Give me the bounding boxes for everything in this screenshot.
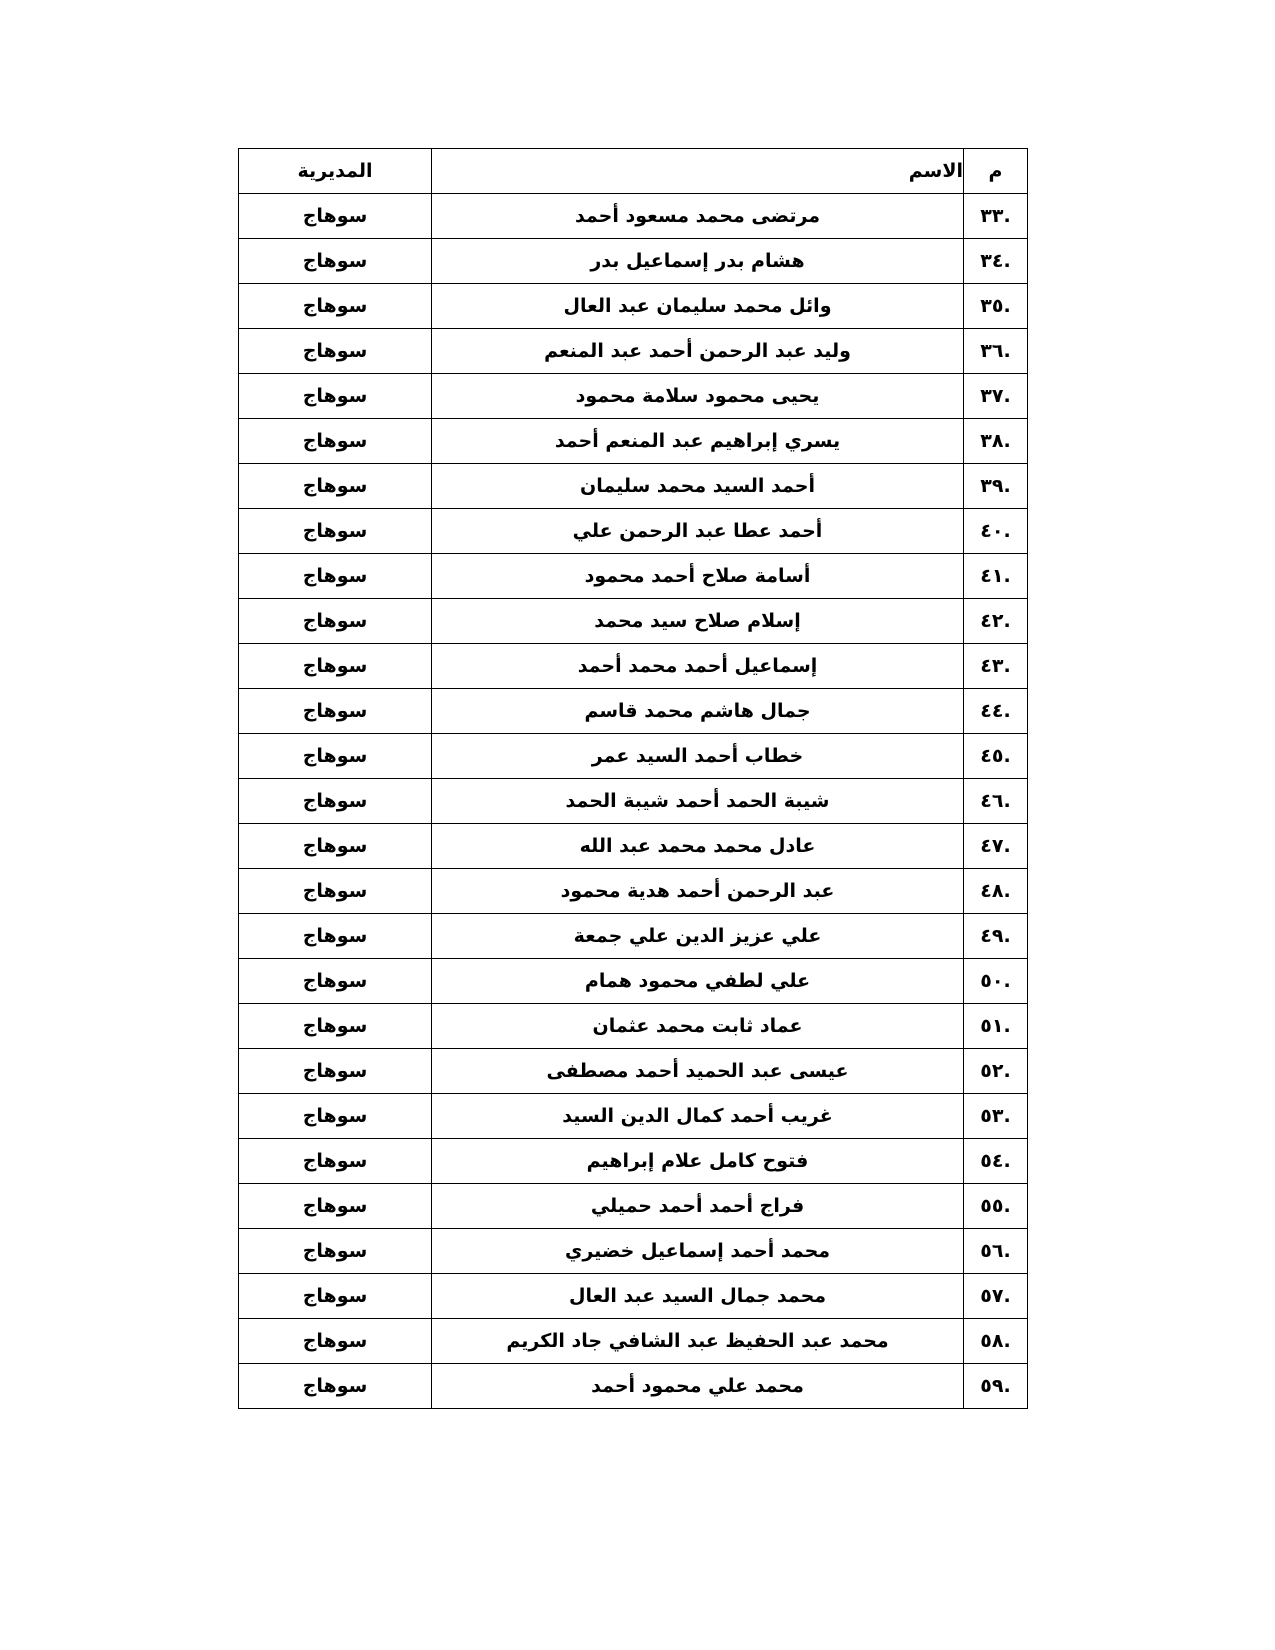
row-number: .٣٩ <box>964 464 1028 509</box>
table-row <box>239 824 1028 869</box>
row-name: جمال هاشم محمد قاسم <box>432 689 964 734</box>
table-row <box>239 1139 1028 1184</box>
row-number: .٤٥ <box>964 734 1028 779</box>
table-row <box>239 1319 1028 1364</box>
row-name: غريب أحمد كمال الدين السيد <box>432 1094 964 1139</box>
row-directorate: سوهاج <box>239 194 432 239</box>
row-directorate: سوهاج <box>239 824 432 869</box>
row-number: .٥٩ <box>964 1364 1028 1409</box>
row-name: أحمد السيد محمد سليمان <box>432 464 964 509</box>
table-row <box>239 1094 1028 1139</box>
header-name: الاسم <box>432 149 964 194</box>
row-number: .٣٧ <box>964 374 1028 419</box>
row-directorate: سوهاج <box>239 1274 432 1319</box>
row-directorate: سوهاج <box>239 1094 432 1139</box>
row-number: .٤١ <box>964 554 1028 599</box>
row-number: .٤٨ <box>964 869 1028 914</box>
row-number: .٥٢ <box>964 1049 1028 1094</box>
row-directorate: سوهاج <box>239 1364 432 1409</box>
row-number: .٤٧ <box>964 824 1028 869</box>
row-name: خطاب أحمد السيد عمر <box>432 734 964 779</box>
row-number: .٤٤ <box>964 689 1028 734</box>
row-name: محمد أحمد إسماعيل خضيري <box>432 1229 964 1274</box>
table-row <box>239 779 1028 824</box>
row-name: محمد علي محمود أحمد <box>432 1364 964 1409</box>
row-name: عيسى عبد الحميد أحمد مصطفى <box>432 1049 964 1094</box>
row-number: .٤٣ <box>964 644 1028 689</box>
row-name: مرتضى محمد مسعود أحمد <box>432 194 964 239</box>
table-row <box>239 959 1028 1004</box>
table-row <box>239 284 1028 329</box>
row-directorate: سوهاج <box>239 239 432 284</box>
row-number: .٥٣ <box>964 1094 1028 1139</box>
table-row <box>239 1229 1028 1274</box>
row-number: .٥٦ <box>964 1229 1028 1274</box>
row-directorate: سوهاج <box>239 554 432 599</box>
table-row <box>239 1184 1028 1229</box>
table-row <box>239 599 1028 644</box>
row-name: علي لطفي محمود همام <box>432 959 964 1004</box>
row-directorate: سوهاج <box>239 1184 432 1229</box>
row-number: .٣٨ <box>964 419 1028 464</box>
row-name: وليد عبد الرحمن أحمد عبد المنعم <box>432 329 964 374</box>
row-number: .٥١ <box>964 1004 1028 1049</box>
row-directorate: سوهاج <box>239 869 432 914</box>
table-row <box>239 689 1028 734</box>
row-name: شيبة الحمد أحمد شيبة الحمد <box>432 779 964 824</box>
header-number: م <box>964 149 1028 194</box>
row-directorate: سوهاج <box>239 464 432 509</box>
row-directorate: سوهاج <box>239 419 432 464</box>
row-directorate: سوهاج <box>239 734 432 779</box>
table-row <box>239 914 1028 959</box>
header-directorate: المديرية <box>239 149 432 194</box>
row-name: محمد عبد الحفيظ عبد الشافي جاد الكريم <box>432 1319 964 1364</box>
table-row <box>239 1364 1028 1409</box>
table-row <box>239 554 1028 599</box>
table-row <box>239 1274 1028 1319</box>
table-row <box>239 374 1028 419</box>
table-row <box>239 329 1028 374</box>
row-number: .٣٥ <box>964 284 1028 329</box>
table-row <box>239 1004 1028 1049</box>
row-name: فتوح كامل علام إبراهيم <box>432 1139 964 1184</box>
table-row <box>239 239 1028 284</box>
table-header-row <box>239 149 1028 194</box>
row-directorate: سوهاج <box>239 1139 432 1184</box>
row-directorate: سوهاج <box>239 374 432 419</box>
row-name: أحمد عطا عبد الرحمن علي <box>432 509 964 554</box>
row-directorate: سوهاج <box>239 1229 432 1274</box>
row-number: .٤٠ <box>964 509 1028 554</box>
row-number: .٥٥ <box>964 1184 1028 1229</box>
table-row <box>239 194 1028 239</box>
table-row <box>239 419 1028 464</box>
row-number: .٥٤ <box>964 1139 1028 1184</box>
row-directorate: سوهاج <box>239 1004 432 1049</box>
table-row <box>239 464 1028 509</box>
row-number: .٣٦ <box>964 329 1028 374</box>
row-directorate: سوهاج <box>239 689 432 734</box>
row-name: عماد ثابت محمد عثمان <box>432 1004 964 1049</box>
row-name: يسري إبراهيم عبد المنعم أحمد <box>432 419 964 464</box>
row-name: علي عزيز الدين علي جمعة <box>432 914 964 959</box>
row-name: إسماعيل أحمد محمد أحمد <box>432 644 964 689</box>
row-number: .٥٨ <box>964 1319 1028 1364</box>
row-number: .٤٦ <box>964 779 1028 824</box>
table-row <box>239 1049 1028 1094</box>
row-number: .٥٠ <box>964 959 1028 1004</box>
row-directorate: سوهاج <box>239 509 432 554</box>
names-table <box>238 148 1028 1409</box>
row-directorate: سوهاج <box>239 644 432 689</box>
row-number: .٤٩ <box>964 914 1028 959</box>
row-directorate: سوهاج <box>239 284 432 329</box>
row-directorate: سوهاج <box>239 329 432 374</box>
row-name: هشام بدر إسماعيل بدر <box>432 239 964 284</box>
row-name: محمد جمال السيد عبد العال <box>432 1274 964 1319</box>
row-directorate: سوهاج <box>239 779 432 824</box>
row-name: أسامة صلاح أحمد محمود <box>432 554 964 599</box>
table-row <box>239 734 1028 779</box>
row-directorate: سوهاج <box>239 1319 432 1364</box>
row-name: وائل محمد سليمان عبد العال <box>432 284 964 329</box>
table-row <box>239 509 1028 554</box>
row-number: .٣٣ <box>964 194 1028 239</box>
table-row <box>239 644 1028 689</box>
table-body <box>239 194 1028 1409</box>
row-number: .٣٤ <box>964 239 1028 284</box>
row-directorate: سوهاج <box>239 1049 432 1094</box>
row-directorate: سوهاج <box>239 599 432 644</box>
row-name: إسلام صلاح سيد محمد <box>432 599 964 644</box>
row-name: عبد الرحمن أحمد هدية محمود <box>432 869 964 914</box>
row-number: .٤٢ <box>964 599 1028 644</box>
row-name: يحيى محمود سلامة محمود <box>432 374 964 419</box>
row-name: عادل محمد محمد عبد الله <box>432 824 964 869</box>
row-name: فراج أحمد أحمد حميلي <box>432 1184 964 1229</box>
table-row <box>239 869 1028 914</box>
row-directorate: سوهاج <box>239 914 432 959</box>
row-number: .٥٧ <box>964 1274 1028 1319</box>
row-directorate: سوهاج <box>239 959 432 1004</box>
